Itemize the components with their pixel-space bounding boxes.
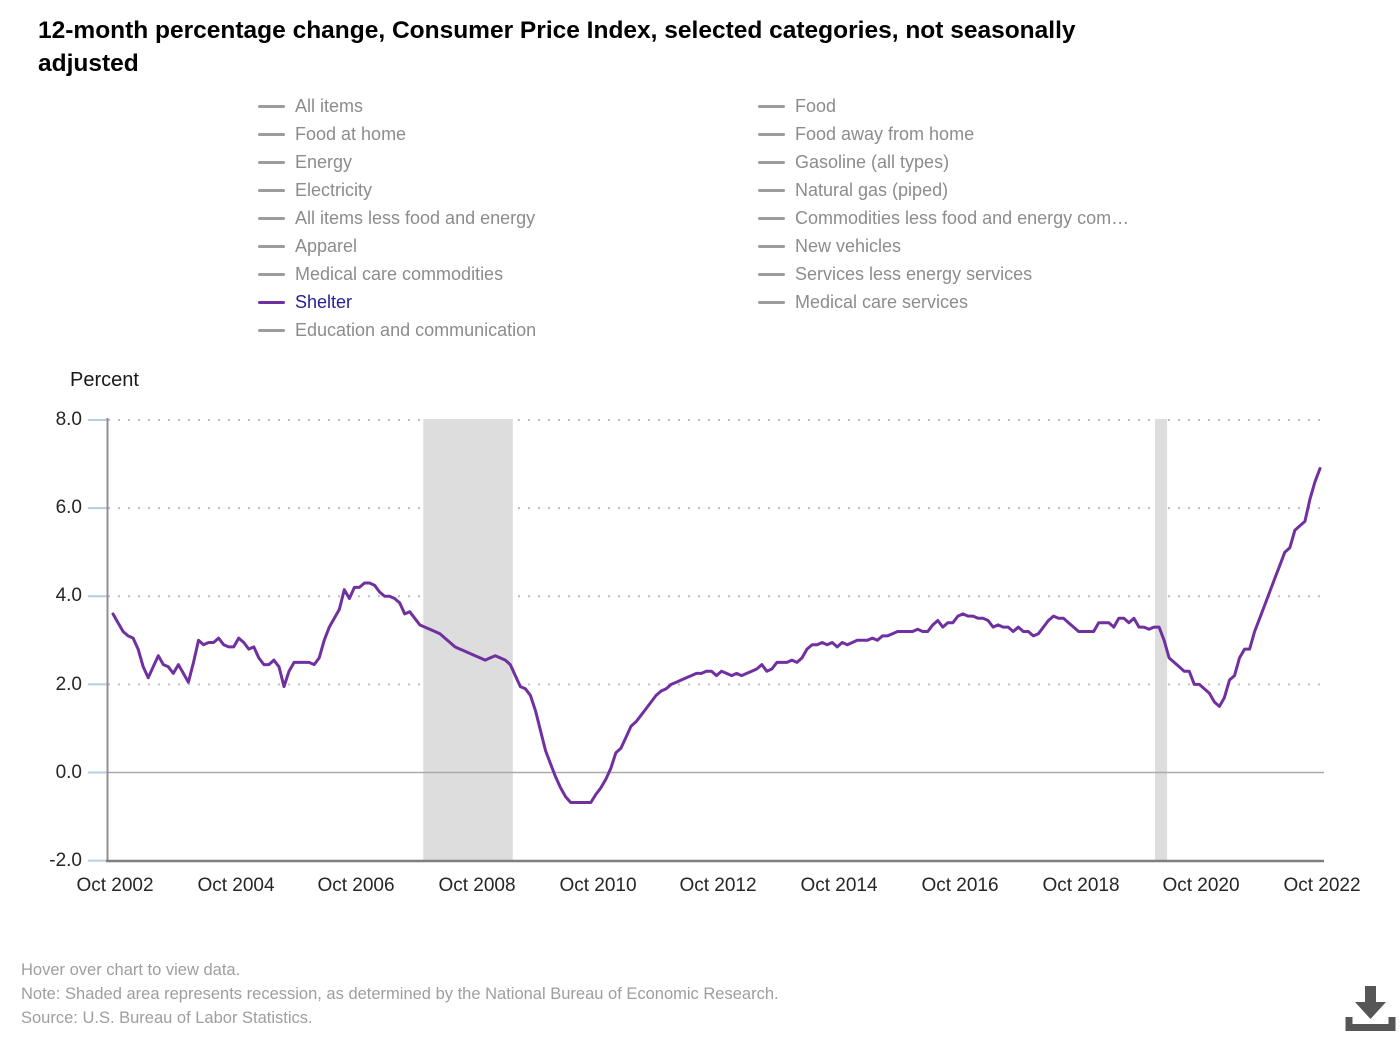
legend-item-label: All items less food and energy [295, 207, 536, 228]
x-axis-tick-label: Oct 2012 [679, 875, 757, 896]
download-icon [1340, 982, 1400, 1034]
recession-note-text: Note: Shaded area represents recession, as determined by the National Bureau of Economic Research. [21, 985, 779, 1003]
legend-item-label: Energy [295, 151, 353, 172]
chart-footer [21, 958, 779, 1030]
y-axis-tick-label: 2.0 [55, 674, 82, 695]
hover-hint-text: Hover over chart to view data. [21, 961, 241, 979]
page-title-line2: adjusted [38, 50, 139, 77]
y-axis-tick-label: -2.0 [49, 850, 82, 871]
legend-item-label: Natural gas (piped) [795, 179, 949, 200]
legend-item-label: Shelter [295, 291, 353, 312]
legend-item-label: New vehicles [795, 235, 902, 256]
legend-item-label: Commodities less food and energy com… [795, 207, 1130, 228]
legend-item-label: Medical care commodities [295, 263, 504, 284]
legend-item-label: Services less energy services [795, 263, 1033, 284]
source-text: Source: U.S. Bureau of Labor Statistics. [21, 1009, 313, 1027]
legend-item-label: Food [795, 95, 837, 116]
legend-item-label: Apparel [295, 235, 358, 256]
y-axis-tick-label: 0.0 [55, 762, 82, 783]
legend-item-label: Food at home [295, 123, 407, 144]
legend-item-label: Medical care services [795, 291, 969, 312]
legend-item-label: All items [295, 95, 364, 116]
x-axis-tick-label: Oct 2016 [921, 875, 999, 896]
y-axis-tick-label: 6.0 [55, 497, 82, 518]
x-axis-tick-label: Oct 2020 [1162, 875, 1240, 896]
x-axis-tick-label: Oct 2014 [800, 875, 878, 896]
x-axis-tick-label: Oct 2006 [317, 875, 395, 896]
y-axis-title: Percent [70, 369, 139, 391]
y-axis-tick-label: 8.0 [55, 409, 82, 430]
download-button[interactable] [1340, 982, 1400, 1034]
legend-item-label: Food away from home [795, 123, 975, 144]
legend-item-label: Gasoline (all types) [795, 151, 950, 172]
x-axis-tick-label: Oct 2010 [559, 875, 637, 896]
x-axis-tick-label: Oct 2002 [76, 875, 154, 896]
recession-band [423, 419, 513, 861]
x-axis-tick-label: Oct 2022 [1283, 875, 1361, 896]
x-axis-tick-label: Oct 2004 [197, 875, 275, 896]
y-axis-tick-label: 4.0 [55, 585, 82, 606]
page-title-line1: 12-month percentage change, Consumer Price Index, selected categories, not seasonally [38, 17, 1076, 44]
shelter-series-line [113, 469, 1320, 803]
legend-item-label: Education and communication [295, 319, 537, 340]
legend-item-label: Electricity [295, 179, 373, 200]
x-axis-tick-label: Oct 2008 [438, 875, 516, 896]
x-axis-tick-label: Oct 2018 [1042, 875, 1120, 896]
